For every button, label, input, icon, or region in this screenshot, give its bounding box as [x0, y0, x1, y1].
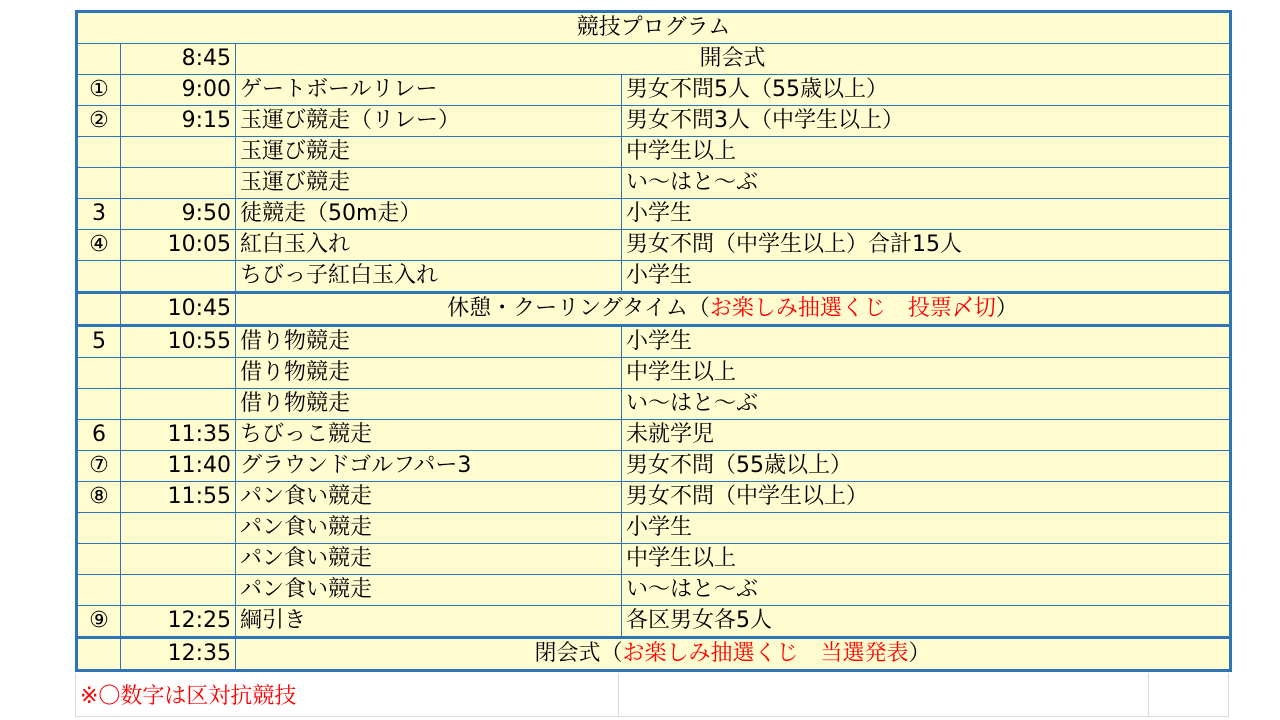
event-target: 男女不問3人（中学生以上）: [622, 106, 1231, 137]
event-time: 11:40: [121, 451, 236, 482]
event-name: 綱引き: [236, 606, 622, 638]
event-time: 9:15: [121, 106, 236, 137]
event-target: 各区男女各5人: [622, 606, 1231, 638]
event-target: い～はと～ぶ: [622, 389, 1231, 420]
event-row: [77, 482, 1231, 513]
event-target: 未就学児: [622, 420, 1231, 451]
closing-row-lottery-note: お楽しみ抽選くじ 当選発表: [622, 641, 909, 666]
event-row: [77, 420, 1231, 451]
event-name: 借り物競走: [236, 389, 622, 420]
event-number: ④: [77, 230, 121, 261]
note-text: ※〇数字は区対抗競技: [75, 673, 619, 717]
event-target: 小学生: [622, 326, 1231, 358]
event-name: グラウンドゴルフパー3: [236, 451, 622, 482]
event-time: 11:35: [121, 420, 236, 451]
event-number: [77, 358, 121, 389]
event-time: [121, 389, 236, 420]
event-number: [77, 137, 121, 168]
event-row: [77, 230, 1231, 261]
event-time: [121, 261, 236, 293]
event-number: 5: [77, 326, 121, 358]
break-row: [77, 293, 1231, 326]
event-row: [77, 513, 1231, 544]
event-time: 10:55: [121, 326, 236, 358]
event-row: [77, 358, 1231, 389]
event-time: 9:50: [121, 199, 236, 230]
event-number: [77, 575, 121, 606]
opening-row: [77, 44, 1231, 75]
event-number: [77, 389, 121, 420]
row-number: [77, 44, 121, 75]
program-sheet: [75, 10, 1229, 672]
event-number: 3: [77, 199, 121, 230]
event-name: 玉運び競走（リレー）: [236, 106, 622, 137]
opening-time: 8:45: [121, 44, 236, 75]
event-target: 男女不問（中学生以上）合計15人: [622, 230, 1231, 261]
event-time: [121, 358, 236, 389]
event-time: [121, 168, 236, 199]
event-row: [77, 389, 1231, 420]
event-number: ①: [77, 75, 121, 106]
event-row: [77, 451, 1231, 482]
event-row: [77, 199, 1231, 230]
opening-label: 開会式: [236, 44, 1231, 75]
event-name: 紅白玉入れ: [236, 230, 622, 261]
event-number: ⑨: [77, 606, 121, 638]
event-number: [77, 544, 121, 575]
event-row: [77, 326, 1231, 358]
event-name: 借り物競走: [236, 358, 622, 389]
event-number: ⑧: [77, 482, 121, 513]
row-number: [77, 638, 121, 671]
title-row: [77, 12, 1231, 44]
event-target: 男女不問（中学生以上）: [622, 482, 1231, 513]
event-time: 10:05: [121, 230, 236, 261]
event-time: 12:25: [121, 606, 236, 638]
event-target: 小学生: [622, 199, 1231, 230]
event-name: ちびっこ競走: [236, 420, 622, 451]
event-name: 徒競走（50m走）: [236, 199, 622, 230]
empty-cell: [1149, 673, 1229, 717]
closing-row-label-close: ）: [908, 641, 931, 666]
event-number: [77, 261, 121, 293]
event-time: [121, 513, 236, 544]
event-row: [77, 261, 1231, 293]
closing-row-label-text: 閉会式（: [534, 641, 623, 666]
event-target: 男女不問（55歳以上）: [622, 451, 1231, 482]
program-table: [75, 10, 1232, 672]
event-time: 9:00: [121, 75, 236, 106]
break-row-label-text: 休憩・クーリングタイム（: [447, 296, 710, 321]
event-row: [77, 168, 1231, 199]
break-row-time: 10:45: [121, 293, 236, 326]
event-number: [77, 168, 121, 199]
event-time: 11:55: [121, 482, 236, 513]
closing-row: [77, 638, 1231, 671]
closing-row-time: 12:35: [121, 638, 236, 671]
break-row-lottery-note: お楽しみ抽選くじ 投票〆切: [709, 296, 996, 321]
program-title: 競技プログラム: [77, 12, 1231, 44]
event-target: い～はと～ぶ: [622, 168, 1231, 199]
event-time: [121, 137, 236, 168]
event-number: [77, 513, 121, 544]
break-row-label: [236, 293, 1231, 326]
event-target: 中学生以上: [622, 137, 1231, 168]
event-time: [121, 544, 236, 575]
closing-row-label: [236, 638, 1231, 671]
footer-note-row: [75, 673, 1229, 717]
event-number: ②: [77, 106, 121, 137]
event-name: ゲートボールリレー: [236, 75, 622, 106]
event-target: 小学生: [622, 261, 1231, 293]
row-number: [77, 293, 121, 326]
event-row: [77, 137, 1231, 168]
event-row: [77, 106, 1231, 137]
event-target: 中学生以上: [622, 358, 1231, 389]
event-row: [77, 575, 1231, 606]
event-target: 中学生以上: [622, 544, 1231, 575]
event-name: 借り物競走: [236, 326, 622, 358]
empty-cell: [619, 673, 1149, 717]
break-row-label-close: ）: [995, 296, 1018, 321]
event-name: パン食い競走: [236, 544, 622, 575]
event-number: 6: [77, 420, 121, 451]
event-name: パン食い競走: [236, 513, 622, 544]
event-row: [77, 544, 1231, 575]
event-name: 玉運び競走: [236, 168, 622, 199]
event-name: パン食い競走: [236, 575, 622, 606]
event-target: い～はと～ぶ: [622, 575, 1231, 606]
event-target: 男女不問5人（55歳以上）: [622, 75, 1231, 106]
event-name: 玉運び競走: [236, 137, 622, 168]
event-number: ⑦: [77, 451, 121, 482]
event-name: パン食い競走: [236, 482, 622, 513]
event-name: ちびっ子紅白玉入れ: [236, 261, 622, 293]
event-row: [77, 606, 1231, 638]
event-row: [77, 75, 1231, 106]
event-time: [121, 575, 236, 606]
event-target: 小学生: [622, 513, 1231, 544]
